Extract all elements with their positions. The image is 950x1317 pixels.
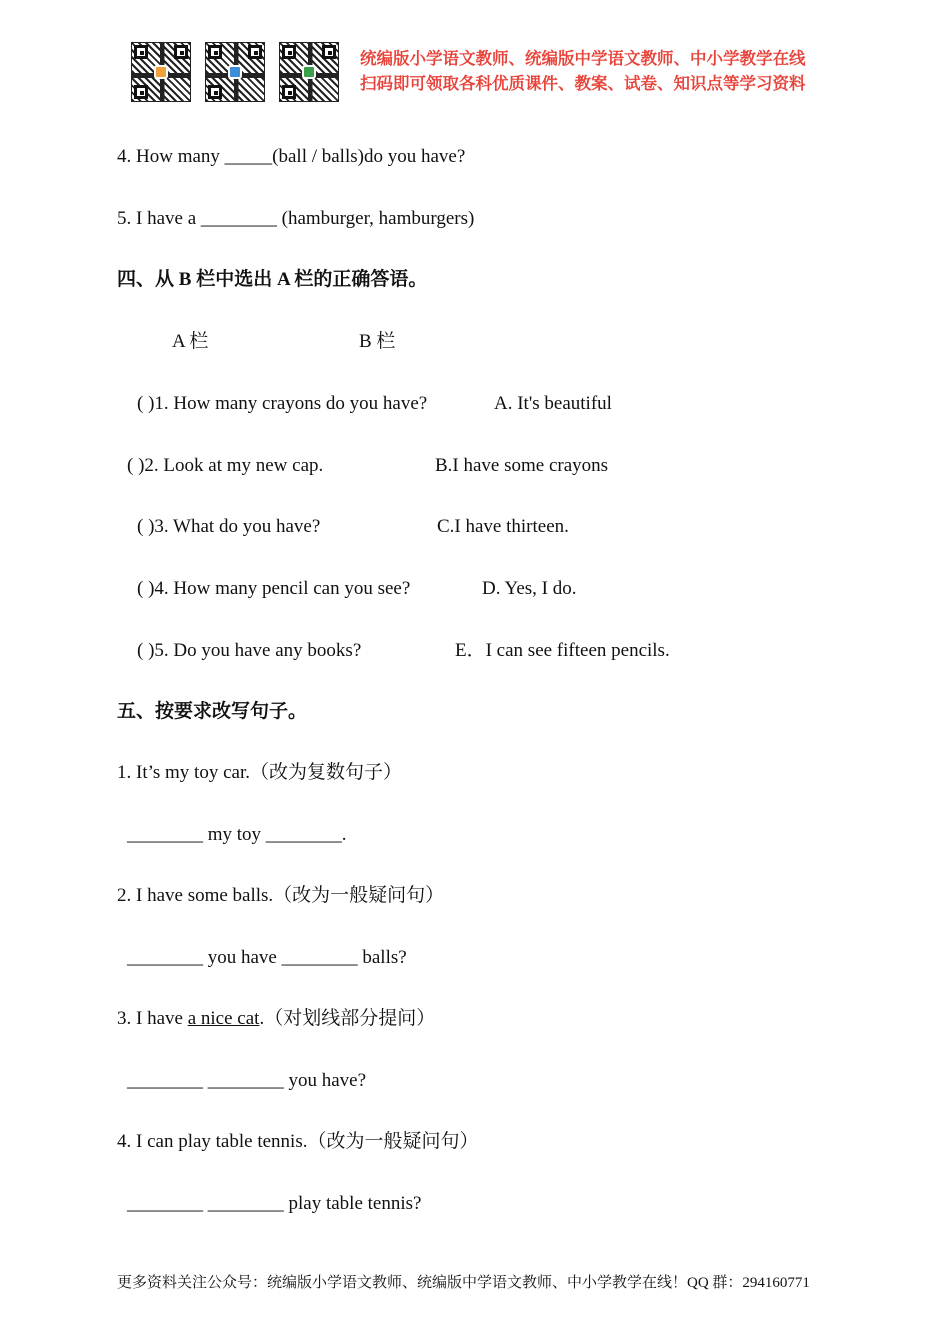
part5-heading: 五、按要求改写句子。 bbox=[117, 701, 308, 722]
qr-code-3 bbox=[279, 42, 339, 102]
rewrite-answer-2: ________ you have ________ balls? bbox=[127, 947, 407, 968]
match-question-1: ( )1. How many crayons do you have? bbox=[137, 393, 428, 414]
match-answer-4: D. Yes, I do. bbox=[482, 578, 577, 599]
qr-code-2 bbox=[205, 42, 265, 102]
column-a-label: A 栏 bbox=[172, 331, 209, 352]
qr-code-1 bbox=[131, 42, 191, 102]
match-answer-5: E．I can see fifteen pencils. bbox=[455, 640, 670, 661]
match-question-2: ( )2. Look at my new cap. bbox=[127, 455, 324, 476]
header-banner-line-2: 扫码即可领取各科优质课件、教案、试卷、知识点等学习资料 bbox=[360, 74, 806, 93]
qr-logo-icon-3 bbox=[302, 65, 316, 79]
match-question-4: ( )4. How many pencil can you see? bbox=[137, 578, 411, 599]
part3-question-4: 4. How many _____(ball / balls)do you have? bbox=[117, 146, 466, 167]
rewrite-answer-3: ________ ________ you have? bbox=[127, 1070, 367, 1091]
rewrite-question-4: 4. I can play table tennis.（改为一般疑问句） bbox=[117, 1131, 479, 1152]
rewrite-question-1: 1. It’s my toy car.（改为复数句子） bbox=[117, 762, 402, 783]
underlined-phrase: a nice cat bbox=[187, 1008, 260, 1029]
part4-heading: 四、从 B 栏中选出 A 栏的正确答语。 bbox=[117, 269, 428, 290]
part3-question-5: 5. I have a ________ (hamburger, hamburgers) bbox=[117, 208, 475, 229]
qr-logo-icon-1 bbox=[154, 65, 168, 79]
match-question-3: ( )3. What do you have? bbox=[137, 516, 321, 537]
match-answer-3: C.I have thirteen. bbox=[437, 516, 569, 537]
qr-logo-icon-2 bbox=[228, 65, 242, 79]
match-question-5: ( )5. Do you have any books? bbox=[137, 640, 362, 661]
column-b-label: B 栏 bbox=[359, 331, 396, 352]
match-answer-2: B.I have some crayons bbox=[435, 455, 609, 476]
rewrite-answer-1: ________ my toy ________. bbox=[127, 824, 347, 845]
rewrite-question-3: 3. I have a nice cat.（对划线部分提问） bbox=[117, 1008, 436, 1029]
page-footer: 更多资料关注公众号：统编版小学语文教师、统编版中学语文教师、中小学教学在线！QQ 群：294160771 bbox=[117, 1275, 810, 1291]
header-banner-line-1: 统编版小学语文教师、统编版中学语文教师、中小学教学在线 bbox=[360, 49, 806, 68]
rewrite-question-2: 2. I have some balls.（改为一般疑问句） bbox=[117, 885, 445, 906]
rewrite-answer-4: ________ ________ play table tennis? bbox=[127, 1193, 422, 1214]
match-answer-1: A. It's beautiful bbox=[494, 393, 612, 414]
